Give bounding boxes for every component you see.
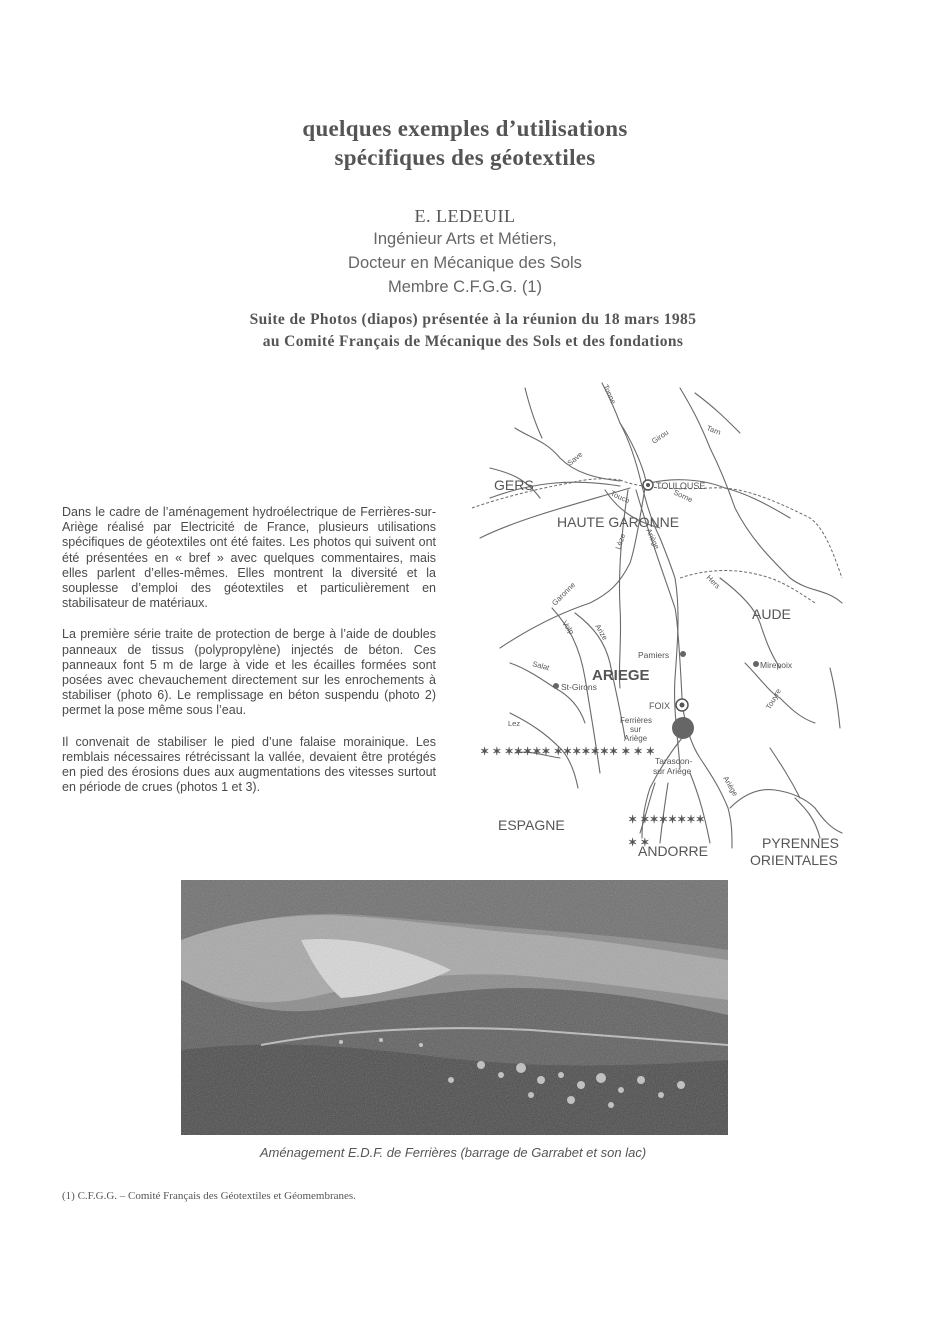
river-touyre: Touyre: [763, 687, 783, 711]
author-name: E. LEDEUIL: [414, 206, 516, 226]
region-ariege: ARIEGE: [592, 667, 650, 684]
town-ferrieres-1: Ferrières: [620, 716, 653, 725]
photo-caption: Aménagement E.D.F. de Ferrières (barrage de Garrabet et son lac): [259, 1145, 647, 1160]
river-save: Save: [565, 449, 585, 468]
author-affiliation-3: Membre C.F.G.G. (1): [387, 278, 543, 296]
article-subtitle: [0, 309, 930, 353]
town-toulouse: TOULOUSE: [656, 481, 706, 491]
author-affiliation-1: Ingénieur Arts et Métiers,: [373, 230, 557, 248]
article-title: [0, 114, 930, 172]
subtitle-line-2: au Comité Français de Mécanique des Sols et des fondations: [262, 333, 684, 350]
region-andorre: ANDORRE: [638, 843, 709, 859]
river-ariege: Ariège: [644, 527, 662, 551]
town-mirepoix: Mirepoix: [760, 660, 793, 670]
paragraph-1: Dans le cadre de l’aménagement hydroélectrique de Ferrières-sur-Ariège réalisé par Electricité de France, plusieurs utilisations spécifiques de géotextiles ont été faites. Les photos qui suivent ont été présentées en « bref » avec quelques commentaires, mais elles parlent d’elles-mêmes. Elles montrent la diversité et la souplesse d’emploi des géotextiles et particulièrement en stabilisateur de matériaux.: [62, 505, 436, 611]
town-ferrieres-2: sur: [630, 725, 642, 734]
footnote: (1) C.F.G.G. – Comité Français des Géotextiles et Géomembranes.: [62, 1190, 356, 1202]
town-st-girons: St-Girons: [561, 682, 597, 692]
title-line-2: spécifiques des géotextiles: [334, 145, 596, 170]
river-sorne: Sorne: [672, 487, 695, 505]
region-orientales: ORIENTALES: [750, 852, 838, 868]
svg-text:✶ ✶: ✶ ✶: [628, 837, 650, 849]
river-hers: Hers: [704, 573, 723, 591]
region-gers: GERS: [494, 477, 534, 493]
region-espagne: ESPAGNE: [498, 817, 565, 833]
river-volp: Volp: [560, 618, 577, 637]
subtitle-line-1: Suite de Photos (diapos) présentée à la réunion du 18 mars 1985: [249, 311, 697, 328]
town-foix: FOIX: [649, 701, 671, 711]
town-ferrieres-3: Ariège: [624, 734, 648, 743]
svg-text:✶ ✶✶✶✶✶✶✶: ✶ ✶✶✶✶✶✶✶: [628, 814, 705, 826]
town-tarascon-2: sur Ariège: [653, 766, 692, 776]
river-leze: Lèze: [613, 532, 628, 551]
river-garonne: Garonne: [550, 580, 578, 608]
town-pamiers: Pamiers: [638, 650, 670, 660]
paragraph-3: Il convenait de stabiliser le pied d’une falaise morainique. Les remblais nécessaires rétrécissant la vallée, devaient être protégés en pied des érosions dues aux augmentations des vitesses surtout en période de crues (photos 1 et 3).: [62, 734, 436, 795]
paragraph-2: La première série traite de protection de berge à l’aide de doubles panneaux de tissus (polypropylène) injectés de béton. Ces panneaux font 5 m de large à vide et les écailles formées sont posées avec chevauchement directement sur les enrochements à stabiliser (photo 6). Le remplissage en béton suspendu (photo 2) permet la pose même sous l’eau.: [62, 627, 436, 718]
river-lez: Lez: [508, 719, 521, 728]
river-salat: Salat: [531, 659, 551, 673]
region-aude: AUDE: [752, 606, 791, 622]
region-haute-garonne: HAUTE GARONNE: [557, 514, 680, 530]
river-arize: Arize: [593, 622, 610, 642]
svg-text:✶ ✶ ✶✶✶✶✶ ✶✶✶✶✶✶✶ ✶ ✶ ✶: ✶ ✶ ✶✶✶✶✶ ✶✶✶✶✶✶✶ ✶ ✶ ✶: [480, 746, 656, 758]
town-tarascon-1: Tarascon-: [655, 756, 693, 766]
river-tarn: Tarn: [705, 423, 723, 437]
region-pyrennes: PYRENNES: [762, 835, 840, 851]
title-line-1: quelques exemples d’utilisations: [302, 116, 628, 141]
aerial-photo-dam-lake: [181, 880, 728, 1135]
body-text: [62, 505, 436, 811]
river-tonne: Tonne: [601, 383, 618, 406]
author-affiliation-2: Docteur en Mécanique des Sols: [348, 254, 582, 272]
river-ariege-upper: Ariège: [721, 774, 740, 798]
river-touch: Touch: [609, 488, 632, 506]
author-block: [0, 205, 930, 299]
region-map: [470, 378, 850, 873]
river-girou: Girou: [649, 427, 671, 446]
